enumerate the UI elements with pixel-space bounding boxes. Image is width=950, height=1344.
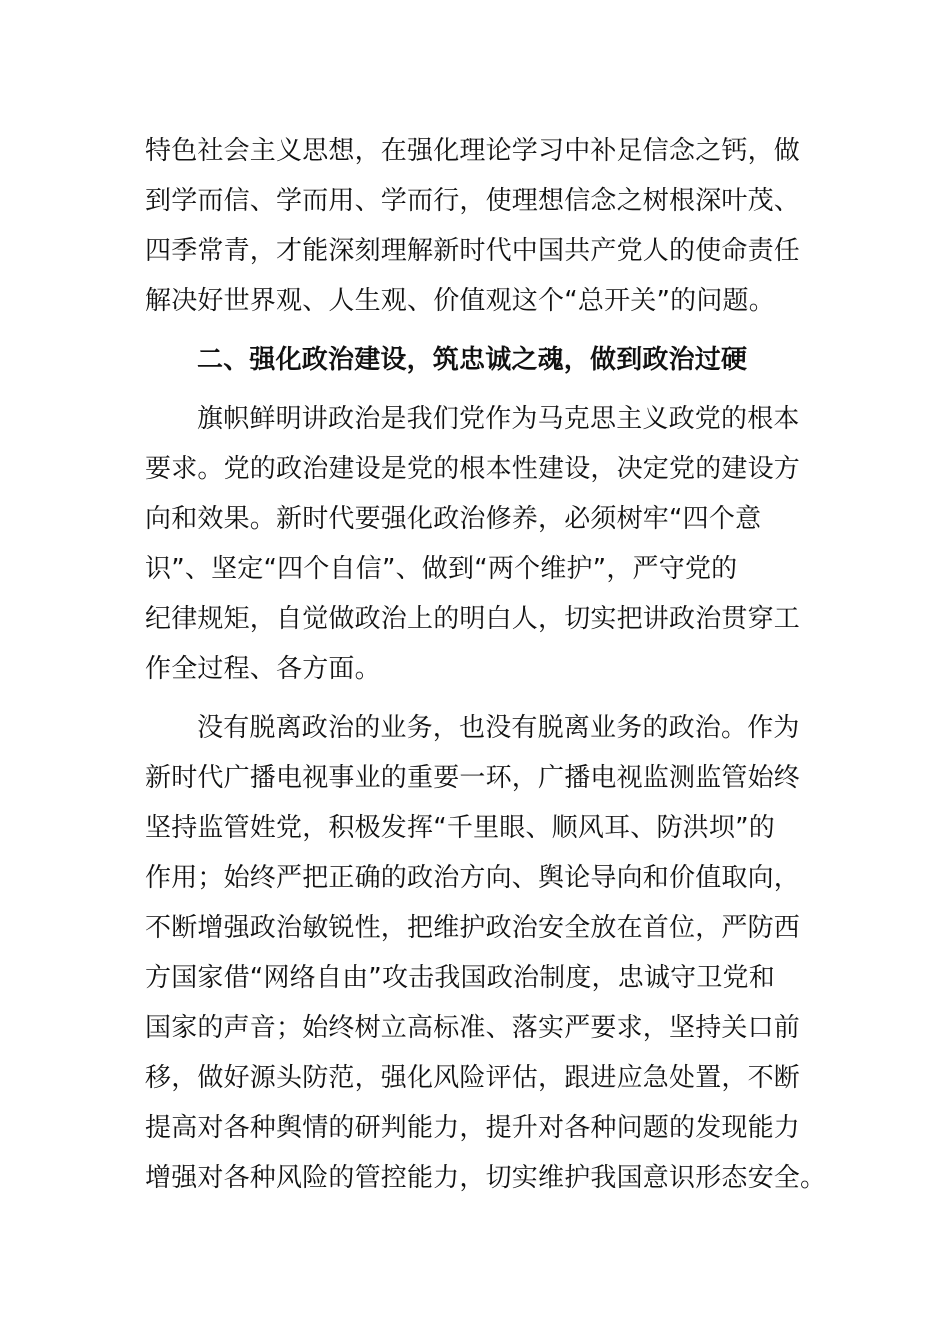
text-line: 向和效果。新时代要强化政治修养，必须树牢“四个意	[145, 504, 762, 534]
text-line: 方国家借“网络自由”攻击我国政治制度，忠诚守卫党和	[145, 963, 775, 993]
text-line: 特色社会主义思想，在强化理论学习中补足信念之钙，做	[145, 136, 801, 166]
text-line: 坚持监管姓党，积极发挥“千里眼、顺风耳、防洪坝”的	[145, 813, 775, 843]
text-line: 移，做好源头防范，强化风险评估，跟进应急处置，不断	[145, 1063, 801, 1093]
text-line: 作全过程、各方面。	[145, 654, 381, 684]
text-line: 识”、坚定“四个自信”、做到“两个维护”，严守党的	[145, 554, 738, 584]
section-heading: 二、强化政治建设，筑忠诚之魂，做到政治过硬	[197, 345, 748, 375]
text-line: 要求。党的政治建设是党的根本性建设，决定党的建设方	[145, 454, 801, 484]
text-line: 国家的声音；始终树立高标准、落实严要求，坚持关口前	[145, 1013, 801, 1043]
text-line: 提高对各种舆情的研判能力，提升对各种问题的发现能力	[145, 1113, 801, 1143]
text-line: 增强对各种风险的管控能力，切实维护我国意识形态安全。	[145, 1163, 827, 1193]
paragraph-1	[145, 126, 810, 326]
document-body	[145, 126, 827, 1203]
text-line: 作用；始终严把正确的政治方向、舆论导向和价值取向，	[145, 863, 801, 893]
text-line: 纪律规矩，自觉做政治上的明白人，切实把讲政治贯穿工	[145, 604, 801, 634]
paragraph-2	[145, 394, 810, 694]
text-line: 到学而信、学而用、学而行，使理想信念之树根深叶茂、	[145, 186, 801, 216]
paragraph-3	[145, 703, 827, 1203]
text-line: 没有脱离政治的业务，也没有脱离业务的政治。作为	[197, 713, 800, 743]
text-line: 新时代广播电视事业的重要一环，广播电视监测监管始终	[145, 763, 801, 793]
text-line: 四季常青，才能深刻理解新时代中国共产党人的使命责任	[145, 236, 801, 266]
text-line: 旗帜鲜明讲政治是我们党作为马克思主义政党的根本	[197, 404, 800, 434]
text-line: 不断增强政治敏锐性，把维护政治安全放在首位，严防西	[145, 913, 801, 943]
text-line: 解决好世界观、人生观、价值观这个“总开关”的问题。	[145, 286, 775, 316]
